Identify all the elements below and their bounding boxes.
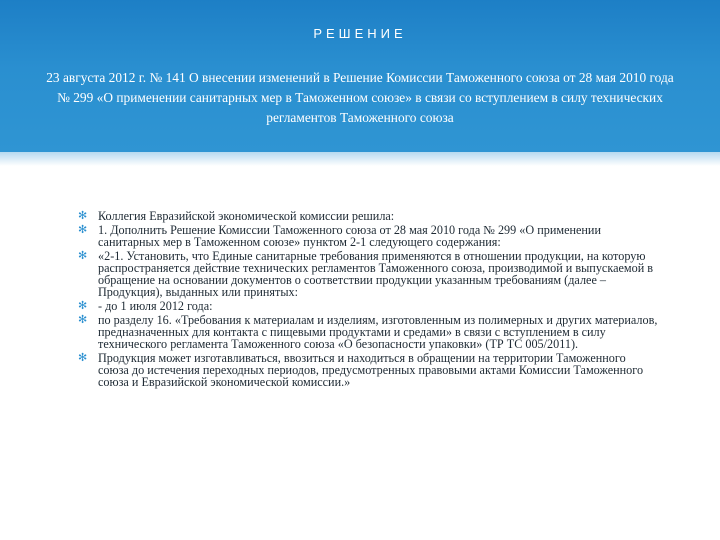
list-item [78, 314, 658, 351]
title-banner [0, 0, 720, 152]
list-item-text: по разделу 16. «Требования к материалам и изделиям, изготовленным из полимерных и других материалов, предназначенных для контакта с пищевыми продуктами и средами» в связи с вступлением в силу технического регламента Таможенного союза «О безопасности упаковки» (ТР ТС 005/2011). [98, 312, 658, 352]
list-item [78, 352, 658, 389]
asterisk-bullet-icon: ✻ [78, 248, 88, 262]
list-item [78, 250, 658, 299]
banner-shadow [0, 152, 720, 166]
list-item [78, 224, 658, 248]
list-item-text: «2-1. Установить, что Единые санитарные требования применяются в отношении продукции, на которую распространяется действие технических регламентов Таможенного союза, производимой и выпускаемой в обращение на основании документов о соответствии продукции указанным требованиям (далее – Продукция), выданных или принятых: [98, 248, 654, 300]
list-item [78, 210, 658, 222]
list-item-text: Коллегия Евразийской экономической комиссии решила: [98, 209, 395, 223]
asterisk-bullet-icon: ✻ [78, 209, 88, 222]
slide-title: РЕШЕНИЕ [313, 26, 407, 41]
asterisk-bullet-icon: ✻ [78, 298, 88, 312]
list-item-text: - до 1 июля 2012 года: [98, 298, 213, 313]
asterisk-bullet-icon: ✻ [78, 350, 88, 364]
list-item [78, 300, 658, 312]
slide-subtitle: 23 августа 2012 г. № 141 О внесении изменений в Решение Комиссии Таможенного союза от 28 мая 2010 года № 299 «О применении санитарных мер в Таможенном союзе» в связи со вступлением в силу технических регламентов Таможенного союза [46, 70, 674, 125]
asterisk-bullet-icon: ✻ [78, 312, 88, 326]
bullet-list [78, 210, 658, 390]
asterisk-bullet-icon: ✻ [78, 222, 88, 236]
list-item-text: Продукция может изготавливаться, ввозиться и находиться в обращении на территории Таможенного союза до истечения переходных периодов, предусмотренных правовыми актами Комиссии Таможенного союза и Евразийской экономической комиссии.» [98, 350, 644, 390]
list-item-text: 1. Дополнить Решение Комиссии Таможенного союза от 28 мая 2010 года № 299 «О применении санитарных мер в Таможенном союзе» пунктом 2-1 следующего содержания: [98, 222, 601, 249]
